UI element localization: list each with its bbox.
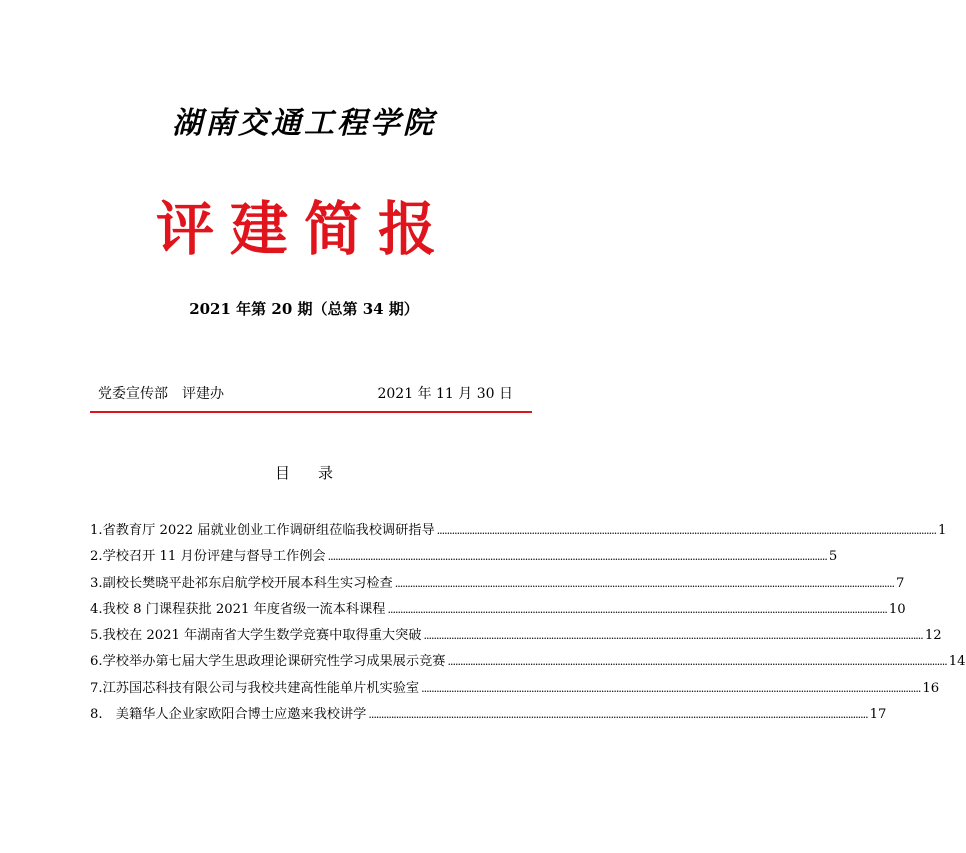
toc-entry-title: 省教育厅 2022 届就业创业工作调研组莅临我校调研指导 — [102, 523, 435, 538]
toc-entry[interactable] — [90, 650, 966, 676]
toc-entry-title: 学校召开 11 月份评建与督导工作例会 — [102, 549, 326, 565]
toc-entry[interactable] — [90, 545, 838, 571]
toc-entry-number: 4. — [90, 601, 103, 617]
toc-entry-number: 3. — [90, 575, 103, 591]
toc-entry-page: 1 — [938, 523, 947, 538]
toc-leader-dots: ........................................................................................................................................................................................................ — [447, 655, 947, 669]
toc-entry-page: 14 — [948, 654, 966, 670]
toc-entry-number: 6. — [90, 654, 103, 670]
toc-entry[interactable] — [90, 677, 940, 703]
toc-entry-page: 5 — [828, 549, 838, 565]
toc-entry[interactable] — [90, 519, 947, 545]
toc-entry-number: 2. — [90, 549, 103, 565]
toc-leader-dots: ........................................................................................................................................................................................................ — [387, 602, 887, 616]
toc-entry[interactable] — [90, 598, 906, 624]
toc-entry[interactable] — [90, 703, 887, 729]
toc-heading: 目录 — [274, 464, 361, 482]
toc-entry-title: 学校举办第七届大学生思政理论课研究性学习成果展示竞赛 — [102, 654, 446, 670]
brief-title: 评建简报 — [155, 195, 452, 263]
toc-entry-title: 副校长樊晓平赴祁东启航学校开展本科生实习检查 — [102, 575, 393, 591]
toc-entry-number: 7. — [90, 680, 103, 696]
institution-name: 湖南交通工程学院 — [172, 106, 436, 141]
table-of-contents — [90, 519, 966, 729]
toc-leader-dots: ........................................................................................................................................................................................................ — [394, 576, 895, 590]
toc-entry-title: 江苏国芯科技有限公司与我校共建高性能单片机实验室 — [102, 680, 420, 696]
toc-entry-number: 8. — [90, 707, 103, 723]
toc-entry-title: 美籍华人企业家欧阳合博士应邀来我校讲学 — [102, 707, 367, 723]
toc-leader-dots: ........................................................................................................................................................................................................ — [368, 708, 868, 722]
toc-entry[interactable] — [90, 572, 905, 598]
toc-entry-page: 17 — [869, 707, 887, 723]
toc-leader-dots: ........................................................................................................................................................................................................ — [327, 550, 827, 564]
toc-entry-page: 10 — [888, 601, 906, 617]
toc-entry-title: 我校 8 门课程获批 2021 年度省级一流本科课程 — [102, 601, 386, 617]
toc-entry-number: 5. — [90, 628, 103, 644]
toc-leader-dots: ........................................................................................................................................................................................................ — [421, 681, 921, 695]
toc-entry-number: 1. — [90, 523, 103, 538]
toc-entry[interactable] — [90, 624, 942, 650]
issue-number: 2021 年第 20 期（总第 34 期） — [189, 300, 419, 318]
publisher: 党委宣传部 评建办 — [98, 386, 224, 402]
toc-entry-page: 7 — [896, 575, 905, 591]
toc-entry-page: 16 — [922, 680, 940, 696]
divider-line — [90, 411, 532, 413]
publication-date: 2021 年 11 月 30 日 — [377, 386, 513, 402]
toc-entry-page: 12 — [924, 628, 942, 644]
toc-entry-title: 我校在 2021 年湖南省大学生数学竞赛中取得重大突破 — [102, 628, 422, 644]
toc-leader-dots: ........................................................................................................................................................................................................ — [423, 629, 923, 643]
toc-leader-dots: ........................................................................................................................................................................................................ — [436, 524, 936, 537]
